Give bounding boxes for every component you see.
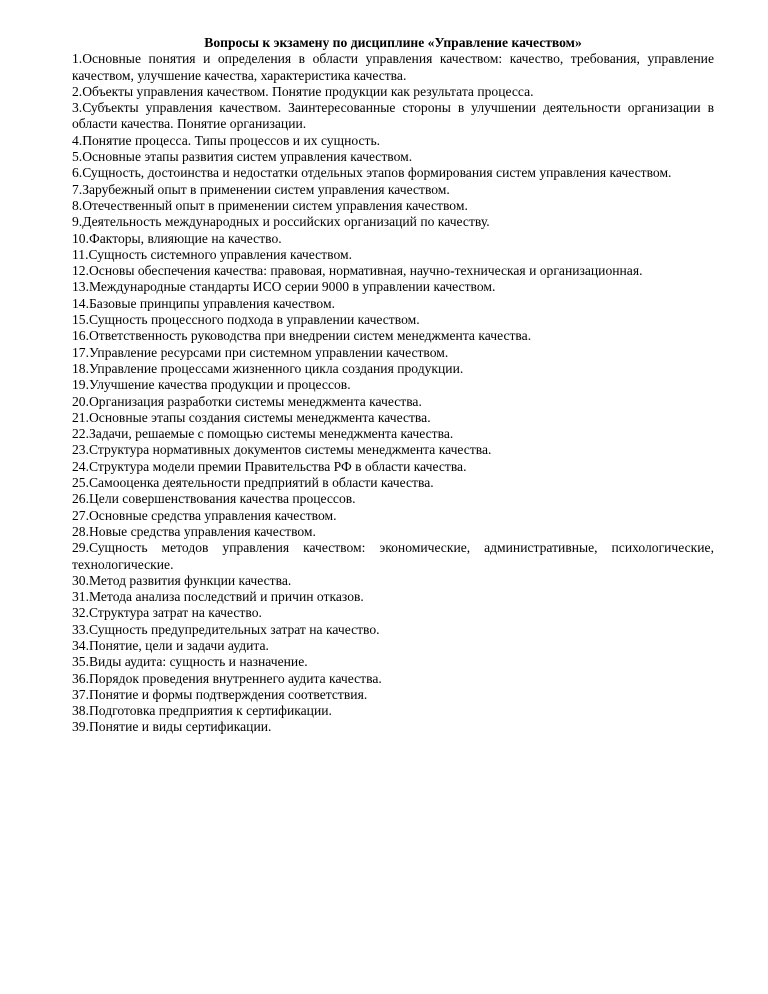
question-item: 3.Субъекты управления качеством. Заинтересованные стороны в улучшении деятельности организации в области качества. Понятие организации.: [72, 100, 714, 132]
question-item: 15.Сущность процессного подхода в управлении качеством.: [72, 312, 420, 328]
question-item: 32.Структура затрат на качество.: [72, 605, 262, 621]
question-item: 2.Объекты управления качеством. Понятие продукции как результата процесса.: [72, 83, 534, 99]
question-item: 22.Задачи, решаемые с помощью системы менеджмента качества.: [72, 426, 454, 442]
question-item: 20.Организация разработки системы менеджмента качества.: [72, 393, 422, 409]
question-item: 18.Управление процессами жизненного цикла создания продукции.: [72, 360, 464, 376]
question-item: 11.Сущность системного управления качеством.: [72, 246, 352, 262]
question-item: 28.Новые средства управления качеством.: [72, 523, 316, 539]
question-item: 10.Факторы, влияющие на качество.: [72, 230, 282, 246]
question-item: 34.Понятие, цели и задачи аудита.: [72, 637, 269, 653]
question-item: 19.Улучшение качества продукции и процессов.: [72, 377, 351, 393]
question-item: 17.Управление ресурсами при системном управлении качеством.: [72, 344, 449, 360]
question-item: 37.Понятие и формы подтверждения соответствия.: [72, 686, 368, 702]
question-item: 39.Понятие и виды сертификации.: [72, 719, 272, 735]
question-item: 12.Основы обеспечения качества: правовая, нормативная, научно-техническая и организационная.: [72, 263, 643, 279]
question-item: 1.Основные понятия и определения в области управления качеством: качество, требования, управление качеством, улучшение качества, характеристика качества.: [72, 51, 714, 83]
question-item: 8.Отечественный опыт в применении систем управления качеством.: [72, 197, 468, 213]
document-page: [72, 35, 714, 736]
question-item: 27.Основные средства управления качеством.: [72, 507, 337, 523]
question-item: 13.Международные стандарты ИСО серии 9000 в управлении качеством.: [72, 279, 496, 295]
question-item: 29.Сущность методов управления качеством: экономические, административные, психологические, технологические.: [72, 540, 714, 572]
question-item: 25.Самооценка деятельности предприятий в области качества.: [72, 475, 434, 491]
question-item: 7.Зарубежный опыт в применении систем управления качеством.: [72, 181, 450, 197]
question-item: 26.Цели совершенствования качества процессов.: [72, 491, 356, 507]
question-item: 33.Сущность предупредительных затрат на качество.: [72, 621, 380, 637]
question-item: 31.Метода анализа последствий и причин отказов.: [72, 589, 364, 605]
question-item: 4.Понятие процесса. Типы процессов и их сущность.: [72, 132, 381, 148]
question-item: 21.Основные этапы создания системы менеджмента качества.: [72, 409, 431, 425]
question-item: 35.Виды аудита: сущность и назначение.: [72, 654, 308, 670]
question-item: 36.Порядок проведения внутреннего аудита качества.: [72, 670, 382, 686]
question-item: 23.Структура нормативных документов системы менеджмента качества.: [72, 442, 492, 458]
question-item: 5.Основные этапы развития систем управления качеством.: [72, 149, 413, 165]
document-title: Вопросы к экзамену по дисциплине «Управление качеством»: [204, 35, 582, 50]
question-item: 14.Базовые принципы управления качеством.: [72, 295, 335, 311]
question-list: [72, 51, 714, 735]
question-item: 24.Структура модели премии Правительства РФ в области качества.: [72, 458, 467, 474]
question-item: 6.Сущность, достоинства и недостатки отдельных этапов формирования систем управления качеством.: [72, 165, 672, 181]
question-item: 38.Подготовка предприятия к сертификации.: [72, 703, 332, 719]
question-item: 30.Метод развития функции качества.: [72, 572, 292, 588]
question-item: 16.Ответственность руководства при внедрении систем менеджмента качества.: [72, 328, 532, 344]
question-item: 9.Деятельность международных и российских организаций по качеству.: [72, 214, 490, 230]
